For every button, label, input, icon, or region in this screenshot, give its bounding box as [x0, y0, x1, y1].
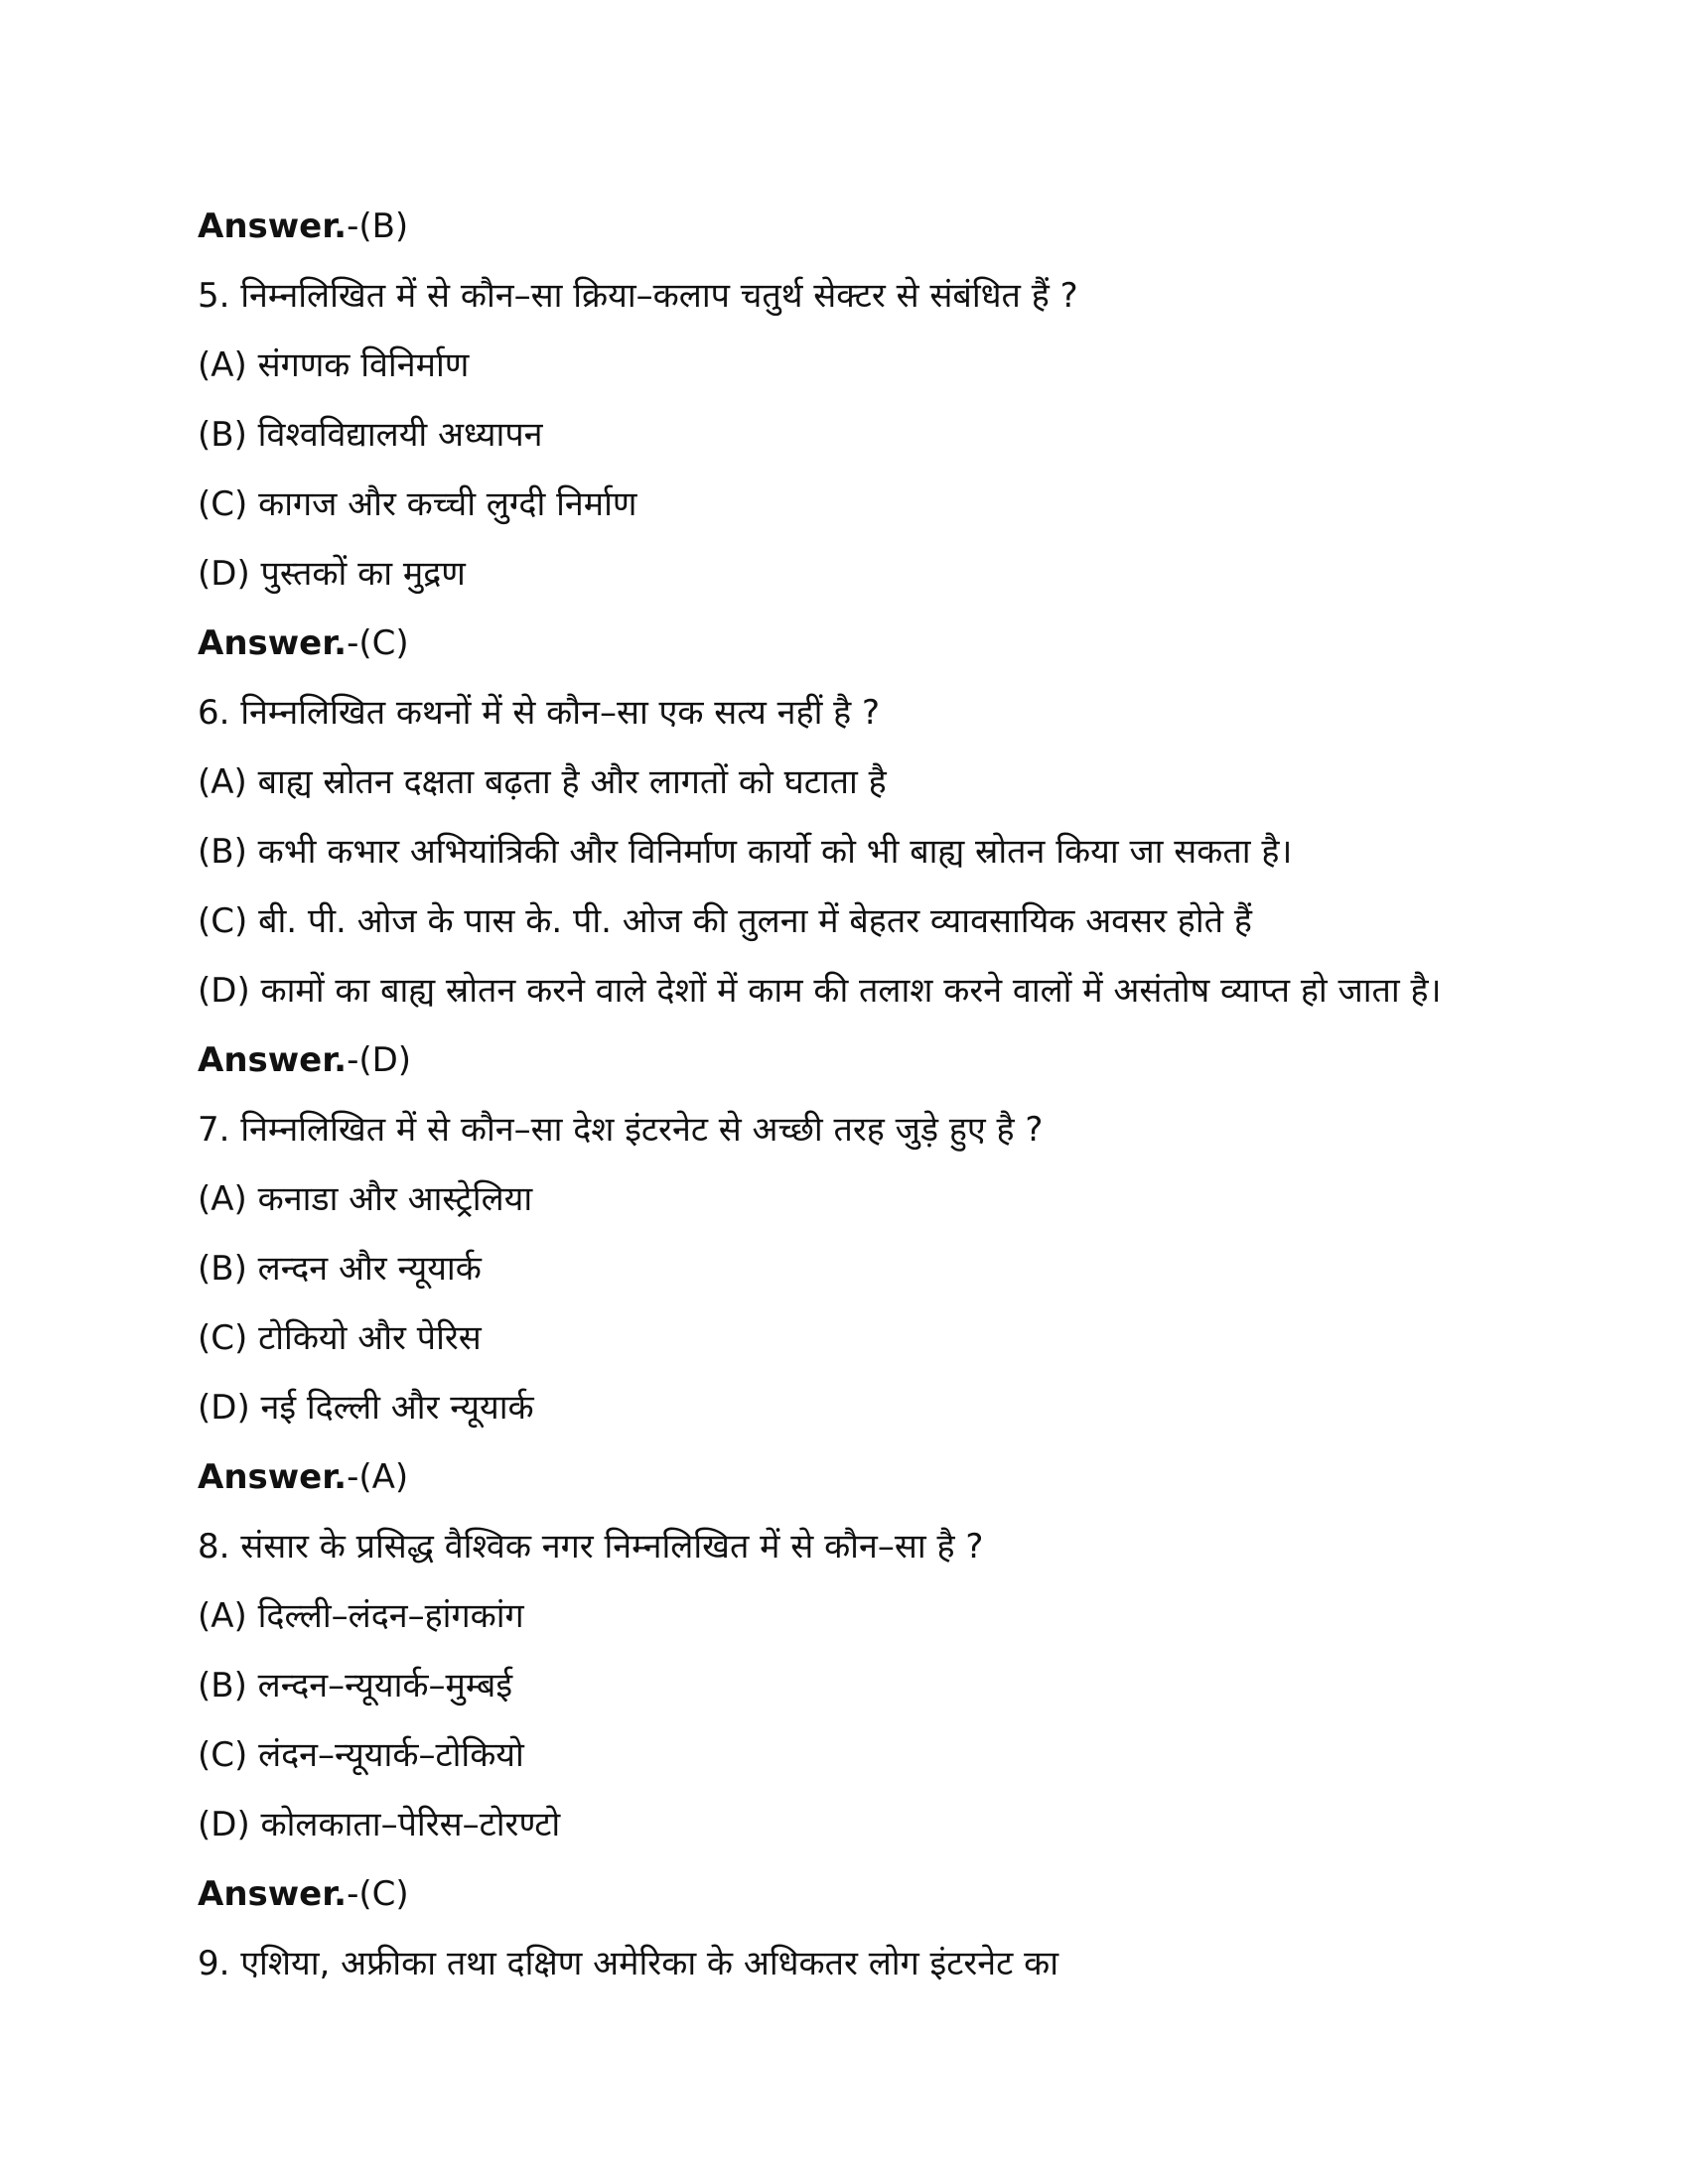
option-5c: (C) कागज और कच्ची लुग्दी निर्माण	[198, 484, 637, 524]
option-6a: (A) बाह्य स्रोतन दक्षता बढ़ता है और लागतों को घटाता है	[198, 762, 887, 802]
option-5d: (D) पुस्तकों का मुद्रण	[198, 554, 466, 594]
answer-value: -(B)	[347, 206, 409, 246]
question-8: 8. संसार के प्रसिद्ध वैश्विक नगर निम्नलिखित में से कौन–सा है ?	[198, 1527, 984, 1567]
option-5a: (A) संगणक विनिर्माण	[198, 345, 470, 385]
answer-value: -(A)	[347, 1457, 409, 1497]
answer-line	[198, 1442, 1608, 1512]
answer-value: -(D)	[347, 1040, 412, 1080]
option-5b: (B) विश्वविद्यालयी अध्यापन	[198, 415, 543, 455]
option-6c: (C) बी. पी. ओज के पास के. पी. ओज की तुलना में बेहतर व्यावसायिक अवसर होते हैं	[198, 901, 1252, 941]
answer-value: -(C)	[347, 623, 409, 663]
answer-line	[198, 1025, 1608, 1095]
option-8c: (C) लंदन–न्यूयार्क–टोकियो	[198, 1735, 524, 1775]
answer-line	[198, 192, 1608, 261]
answer-label: Answer.	[198, 623, 348, 663]
answer-value: -(C)	[347, 1874, 409, 1914]
option-8d: (D) कोलकाता–पेरिस–टोरण्टो	[198, 1805, 561, 1844]
question-6: 6. निम्नलिखित कथनों में से कौन–सा एक सत्य नहीं है ?	[198, 693, 881, 733]
option-7b: (B) लन्दन और न्यूयार्क	[198, 1249, 482, 1289]
option-6d: (D) कामों का बाह्य स्रोतन करने वाले देशों में काम की तलाश करने वालों में असंतोष व्याप्त हो जाता है।	[198, 971, 1442, 1011]
answer-label: Answer.	[198, 1874, 348, 1914]
question-9: 9. एशिया, अफ्रीका तथा दक्षिण अमेरिका के अधिकतर लोग इंटरनेट का	[198, 1944, 1059, 1983]
option-6b: (B) कभी कभार अभियांत्रिकी और विनिर्माण कार्यो को भी बाह्य स्रोतन किया जा सकता है।	[198, 832, 1293, 872]
document-page	[198, 192, 1608, 1998]
answer-label: Answer.	[198, 206, 348, 246]
answer-line	[198, 1859, 1608, 1929]
option-7c: (C) टोकियो और पेरिस	[198, 1318, 482, 1358]
option-7a: (A) कनाडा और आस्ट्रेलिया	[198, 1179, 533, 1219]
question-5: 5. निम्नलिखित में से कौन–सा क्रिया–कलाप चतुर्थ सेक्टर से संबंधित हैं ?	[198, 276, 1078, 316]
answer-label: Answer.	[198, 1457, 348, 1497]
question-7: 7. निम्नलिखित में से कौन–सा देश इंटरनेट से अच्छी तरह जुड़े हुए है ?	[198, 1110, 1044, 1150]
option-8b: (B) लन्दन–न्यूयार्क–मुम्बई	[198, 1666, 513, 1706]
option-7d: (D) नई दिल्ली और न्यूयार्क	[198, 1388, 534, 1428]
answer-line	[198, 609, 1608, 678]
answer-label: Answer.	[198, 1040, 348, 1080]
option-8a: (A) दिल्ली–लंदन–हांगकांग	[198, 1596, 524, 1636]
